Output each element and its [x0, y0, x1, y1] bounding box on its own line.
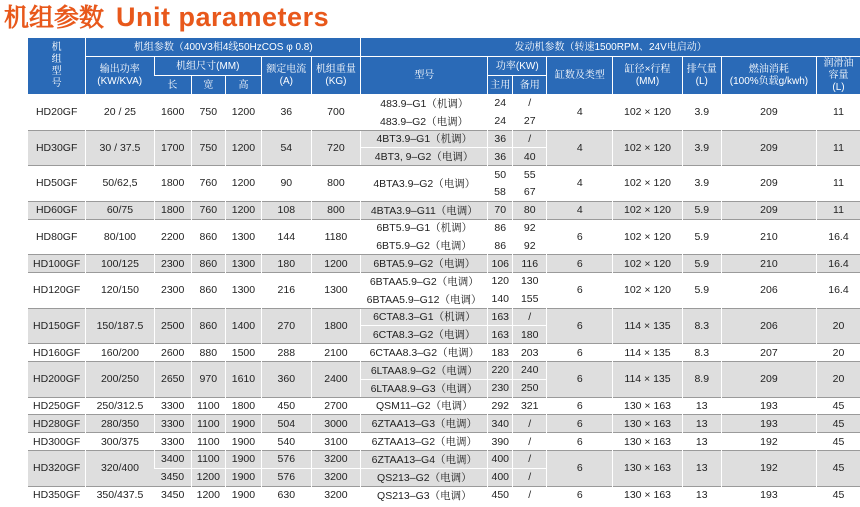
cell-oil: 20: [816, 344, 860, 362]
cell-fuel: 207: [721, 344, 816, 362]
cell-displacement: 5.9: [682, 272, 721, 308]
header-bore-stroke: 缸径×行程 (MM): [613, 57, 682, 95]
cell-output: 250/312.5: [86, 397, 154, 415]
cell-current: 144: [262, 219, 312, 255]
cell-bore-stroke: 130 × 163: [613, 415, 682, 433]
cell-oil: 45: [816, 433, 860, 451]
cell-cylinders: 6: [547, 255, 613, 273]
header-cylinders: 缸数及类型: [547, 57, 613, 95]
cell-cylinders: 6: [547, 344, 613, 362]
cell-power-standby: 55: [513, 166, 547, 184]
table-row: [28, 272, 860, 290]
cell-engine-model: 6LTAA8.9–G2（电调）: [361, 361, 488, 379]
cell-bore-stroke: 114 × 135: [613, 344, 682, 362]
cell-weight: 720: [311, 130, 361, 166]
cell-power-standby: /: [513, 486, 547, 504]
cell-current: 54: [262, 130, 312, 166]
table-row: [28, 344, 860, 362]
cell-power-main: 70: [488, 201, 513, 219]
cell-engine-model: 6CTA8.3–G2（电调）: [361, 326, 488, 344]
header-fuel: 燃油消耗 (100%负载g/kwh): [721, 57, 816, 95]
cell-width: 1100: [191, 450, 225, 468]
cell-power-standby: 67: [513, 183, 547, 201]
cell-height: 1900: [225, 450, 261, 468]
cell-cylinders: 4: [547, 130, 613, 166]
cell-model: HD120GF: [28, 272, 86, 308]
cell-power-main: 400: [488, 450, 513, 468]
cell-cylinders: 6: [547, 486, 613, 504]
cell-weight: 800: [311, 166, 361, 202]
cell-displacement: 8.3: [682, 344, 721, 362]
cell-displacement: 8.3: [682, 308, 721, 344]
cell-cylinders: 6: [547, 308, 613, 344]
cell-fuel: 193: [721, 397, 816, 415]
header-height: 高: [225, 76, 261, 95]
cell-length: 2300: [154, 272, 191, 308]
cell-length: 1600: [154, 95, 191, 131]
cell-height: 1200: [225, 201, 261, 219]
cell-power-standby: 240: [513, 361, 547, 379]
cell-length: 2200: [154, 219, 191, 255]
cell-cylinders: 6: [547, 415, 613, 433]
header-engine-model: 型号: [361, 57, 488, 95]
cell-current: 108: [262, 201, 312, 219]
cell-power-main: 292: [488, 397, 513, 415]
cell-cylinders: 6: [547, 361, 613, 397]
cell-oil: 11: [816, 201, 860, 219]
cell-model: HD280GF: [28, 415, 86, 433]
page-title: [4, 0, 329, 34]
cell-length: 1800: [154, 166, 191, 202]
cell-power-standby: /: [513, 450, 547, 468]
cell-current: 180: [262, 255, 312, 273]
cell-model: HD150GF: [28, 308, 86, 344]
cell-model: HD50GF: [28, 166, 86, 202]
cell-model: HD320GF: [28, 450, 86, 486]
cell-fuel: 206: [721, 272, 816, 308]
cell-weight: 1300: [311, 272, 361, 308]
header-unit-params: 机组参数（400V3相4线50HzCOS φ 0.8): [86, 38, 361, 57]
cell-power-standby: 203: [513, 344, 547, 362]
cell-weight: 2700: [311, 397, 361, 415]
cell-oil: 45: [816, 486, 860, 504]
header-standby: 备用: [513, 76, 547, 95]
cell-engine-model: 4BT3, 9–G2（电调）: [361, 148, 488, 166]
cell-bore-stroke: 102 × 120: [613, 95, 682, 131]
cell-power-standby: /: [513, 433, 547, 451]
cell-output: 50/62,5: [86, 166, 154, 202]
cell-height: 1200: [225, 130, 261, 166]
cell-power-standby: /: [513, 308, 547, 326]
cell-width: 1200: [191, 486, 225, 504]
title-cn: 机组参数: [4, 3, 105, 32]
cell-fuel: 210: [721, 219, 816, 255]
cell-displacement: 13: [682, 486, 721, 504]
cell-weight: 1800: [311, 308, 361, 344]
cell-fuel: 209: [721, 361, 816, 397]
cell-power-main: 163: [488, 326, 513, 344]
unit-parameters-table: [28, 38, 860, 504]
cell-model: HD80GF: [28, 219, 86, 255]
cell-oil: 16.4: [816, 255, 860, 273]
cell-width: 880: [191, 344, 225, 362]
table-row: [28, 255, 860, 273]
table-row: [28, 201, 860, 219]
cell-bore-stroke: 102 × 120: [613, 130, 682, 166]
cell-power-standby: 130: [513, 272, 547, 290]
table-row: [28, 308, 860, 326]
cell-length: 1700: [154, 130, 191, 166]
cell-weight: 2400: [311, 361, 361, 397]
cell-model: HD350GF: [28, 486, 86, 504]
cell-displacement: 5.9: [682, 255, 721, 273]
cell-fuel: 192: [721, 433, 816, 451]
cell-power-main: 86: [488, 219, 513, 237]
cell-fuel: 206: [721, 308, 816, 344]
cell-power-standby: 80: [513, 201, 547, 219]
cell-power-standby: 92: [513, 237, 547, 255]
cell-length: 3450: [154, 468, 191, 486]
cell-power-main: 106: [488, 255, 513, 273]
cell-height: 1900: [225, 415, 261, 433]
cell-power-main: 230: [488, 379, 513, 397]
cell-oil: 11: [816, 166, 860, 202]
cell-output: 350/437.5: [86, 486, 154, 504]
cell-fuel: 193: [721, 486, 816, 504]
cell-weight: 3000: [311, 415, 361, 433]
cell-power-standby: /: [513, 468, 547, 486]
cell-weight: 3200: [311, 450, 361, 468]
cell-model: HD300GF: [28, 433, 86, 451]
table-body: [28, 95, 860, 504]
cell-output: 160/200: [86, 344, 154, 362]
cell-output: 100/125: [86, 255, 154, 273]
cell-engine-model: 6BT5.9–G2（电调）: [361, 237, 488, 255]
cell-model: HD60GF: [28, 201, 86, 219]
cell-current: 540: [262, 433, 312, 451]
cell-displacement: 13: [682, 415, 721, 433]
cell-power-main: 50: [488, 166, 513, 184]
cell-cylinders: 4: [547, 95, 613, 131]
cell-power-main: 36: [488, 130, 513, 148]
header-engine-params: 发动机参数（转速1500RPM、24V电启动）: [361, 38, 860, 57]
cell-length: 2600: [154, 344, 191, 362]
cell-power-standby: /: [513, 130, 547, 148]
cell-height: 1300: [225, 272, 261, 308]
header-dimensions: 机组尺寸(MM): [154, 57, 261, 76]
cell-power-standby: 155: [513, 290, 547, 308]
cell-length: 3400: [154, 450, 191, 468]
cell-engine-model: 4BT3.9–G1（机调）: [361, 130, 488, 148]
cell-height: 1900: [225, 468, 261, 486]
cell-displacement: 13: [682, 433, 721, 451]
header-current: 额定电流 (A): [262, 57, 312, 95]
cell-weight: 3100: [311, 433, 361, 451]
cell-width: 860: [191, 308, 225, 344]
cell-output: 280/350: [86, 415, 154, 433]
cell-power-standby: 250: [513, 379, 547, 397]
cell-current: 288: [262, 344, 312, 362]
cell-length: 2650: [154, 361, 191, 397]
header-oil: 润滑油 容量 (L): [816, 57, 860, 95]
cell-engine-model: 6BTAA5.9–G12（电调）: [361, 290, 488, 308]
cell-engine-model: 6CTA8.3–G1（机调）: [361, 308, 488, 326]
cell-displacement: 5.9: [682, 219, 721, 255]
cell-length: 2500: [154, 308, 191, 344]
cell-width: 970: [191, 361, 225, 397]
cell-output: 120/150: [86, 272, 154, 308]
cell-fuel: 192: [721, 450, 816, 486]
cell-fuel: 193: [721, 415, 816, 433]
cell-width: 1100: [191, 397, 225, 415]
table-row: [28, 486, 860, 504]
cell-fuel: 209: [721, 95, 816, 131]
cell-width: 860: [191, 255, 225, 273]
cell-height: 1400: [225, 308, 261, 344]
cell-oil: 45: [816, 415, 860, 433]
cell-power-standby: 27: [513, 112, 547, 130]
cell-power-main: 24: [488, 95, 513, 113]
cell-model: HD200GF: [28, 361, 86, 397]
cell-power-main: 400: [488, 468, 513, 486]
cell-output: 200/250: [86, 361, 154, 397]
cell-engine-model: 6CTAA8.3–G2（电调）: [361, 344, 488, 362]
table-row: [28, 433, 860, 451]
cell-model: HD30GF: [28, 130, 86, 166]
cell-output: 320/400: [86, 450, 154, 486]
cell-power-standby: 116: [513, 255, 547, 273]
cell-height: 1200: [225, 95, 261, 131]
table-row: [28, 415, 860, 433]
cell-displacement: 13: [682, 450, 721, 486]
cell-current: 450: [262, 397, 312, 415]
cell-weight: 800: [311, 201, 361, 219]
cell-current: 36: [262, 95, 312, 131]
cell-output: 80/100: [86, 219, 154, 255]
cell-height: 1300: [225, 219, 261, 255]
cell-oil: 16.4: [816, 272, 860, 308]
cell-cylinders: 4: [547, 201, 613, 219]
cell-power-main: 220: [488, 361, 513, 379]
table-row: [28, 166, 860, 184]
cell-length: 3450: [154, 486, 191, 504]
cell-height: 1200: [225, 166, 261, 202]
cell-fuel: 209: [721, 166, 816, 202]
cell-current: 576: [262, 468, 312, 486]
cell-bore-stroke: 102 × 120: [613, 272, 682, 308]
cell-width: 1100: [191, 433, 225, 451]
header-displacement: 排气量 (L): [682, 57, 721, 95]
cell-bore-stroke: 102 × 120: [613, 255, 682, 273]
cell-model: HD100GF: [28, 255, 86, 273]
cell-bore-stroke: 102 × 120: [613, 201, 682, 219]
cell-current: 270: [262, 308, 312, 344]
cell-output: 30 / 37.5: [86, 130, 154, 166]
cell-displacement: 8.9: [682, 361, 721, 397]
cell-width: 1200: [191, 468, 225, 486]
cell-output: 300/375: [86, 433, 154, 451]
cell-current: 90: [262, 166, 312, 202]
cell-power-main: 140: [488, 290, 513, 308]
cell-height: 1300: [225, 255, 261, 273]
cell-current: 216: [262, 272, 312, 308]
cell-cylinders: 6: [547, 272, 613, 308]
cell-engine-model: 6BT5.9–G1（机调）: [361, 219, 488, 237]
cell-fuel: 209: [721, 201, 816, 219]
header-main: 主用: [488, 76, 513, 95]
cell-bore-stroke: 102 × 120: [613, 166, 682, 202]
cell-engine-model: 6ZTAA13–G3（电调）: [361, 415, 488, 433]
cell-cylinders: 4: [547, 166, 613, 202]
table-row: [28, 95, 860, 113]
header-length: 长: [154, 76, 191, 95]
cell-engine-model: 6ZTAA13–G4（电调）: [361, 450, 488, 468]
cell-length: 3300: [154, 397, 191, 415]
cell-output: 20 / 25: [86, 95, 154, 131]
cell-displacement: 3.9: [682, 95, 721, 131]
cell-engine-model: 483.9–G2（电调）: [361, 112, 488, 130]
cell-power-main: 86: [488, 237, 513, 255]
cell-power-main: 58: [488, 183, 513, 201]
cell-fuel: 210: [721, 255, 816, 273]
cell-model: HD20GF: [28, 95, 86, 131]
cell-current: 360: [262, 361, 312, 397]
cell-power-standby: 40: [513, 148, 547, 166]
cell-width: 860: [191, 272, 225, 308]
cell-width: 760: [191, 166, 225, 202]
cell-weight: 1200: [311, 255, 361, 273]
cell-width: 1100: [191, 415, 225, 433]
cell-height: 1500: [225, 344, 261, 362]
table-row: [28, 397, 860, 415]
cell-width: 760: [191, 201, 225, 219]
cell-current: 630: [262, 486, 312, 504]
cell-weight: 3200: [311, 486, 361, 504]
cell-power-standby: 321: [513, 397, 547, 415]
cell-engine-model: QS213–G2（电调）: [361, 468, 488, 486]
cell-oil: 11: [816, 95, 860, 131]
cell-power-main: 120: [488, 272, 513, 290]
cell-model: HD250GF: [28, 397, 86, 415]
table-row: [28, 450, 860, 468]
cell-engine-model: 6LTAA8.9–G3（电调）: [361, 379, 488, 397]
cell-power-standby: 92: [513, 219, 547, 237]
cell-weight: 2100: [311, 344, 361, 362]
cell-engine-model: 4BTA3.9–G11（电调）: [361, 201, 488, 219]
cell-weight: 3200: [311, 468, 361, 486]
cell-engine-model: QSM11–G2（电调）: [361, 397, 488, 415]
cell-cylinders: 6: [547, 433, 613, 451]
cell-power-standby: /: [513, 95, 547, 113]
cell-width: 860: [191, 219, 225, 255]
cell-bore-stroke: 130 × 163: [613, 486, 682, 504]
cell-output: 150/187.5: [86, 308, 154, 344]
cell-engine-model: QS213–G3（电调）: [361, 486, 488, 504]
cell-power-main: 24: [488, 112, 513, 130]
table-row: [28, 219, 860, 237]
cell-length: 3300: [154, 433, 191, 451]
cell-bore-stroke: 130 × 163: [613, 450, 682, 486]
cell-displacement: 3.9: [682, 166, 721, 202]
header-output: 输出功率 (KW/KVA): [86, 57, 154, 95]
header-model: 机 组 型 号: [28, 38, 86, 95]
cell-height: 1900: [225, 486, 261, 504]
cell-engine-model: 483.9–G1（机调）: [361, 95, 488, 113]
cell-power-main: 183: [488, 344, 513, 362]
cell-oil: 11: [816, 130, 860, 166]
cell-oil: 16.4: [816, 219, 860, 255]
cell-displacement: 3.9: [682, 130, 721, 166]
cell-power-main: 390: [488, 433, 513, 451]
cell-oil: 45: [816, 450, 860, 486]
cell-power-main: 450: [488, 486, 513, 504]
cell-power-main: 340: [488, 415, 513, 433]
cell-bore-stroke: 114 × 135: [613, 361, 682, 397]
cell-length: 2300: [154, 255, 191, 273]
header-weight: 机组重量 (KG): [311, 57, 361, 95]
cell-displacement: 13: [682, 397, 721, 415]
cell-power-main: 163: [488, 308, 513, 326]
cell-power-standby: /: [513, 415, 547, 433]
table-row: [28, 361, 860, 379]
cell-power-main: 36: [488, 148, 513, 166]
cell-cylinders: 6: [547, 397, 613, 415]
cell-weight: 700: [311, 95, 361, 131]
cell-oil: 20: [816, 308, 860, 344]
table-row: [28, 130, 860, 148]
cell-engine-model: 6ZTAA13–G2（电调）: [361, 433, 488, 451]
cell-width: 750: [191, 95, 225, 131]
cell-engine-model: 6BTA5.9–G2（电调）: [361, 255, 488, 273]
cell-output: 60/75: [86, 201, 154, 219]
cell-oil: 45: [816, 397, 860, 415]
cell-engine-model: 4BTA3.9–G2（电调）: [361, 166, 488, 202]
header-width: 宽: [191, 76, 225, 95]
cell-power-standby: 180: [513, 326, 547, 344]
cell-height: 1800: [225, 397, 261, 415]
cell-displacement: 5.9: [682, 201, 721, 219]
cell-current: 576: [262, 450, 312, 468]
cell-fuel: 209: [721, 130, 816, 166]
cell-model: HD160GF: [28, 344, 86, 362]
cell-bore-stroke: 102 × 120: [613, 219, 682, 255]
cell-engine-model: 6BTAA5.9–G2（电调）: [361, 272, 488, 290]
title-en: Unit parameters: [116, 2, 330, 32]
cell-oil: 20: [816, 361, 860, 397]
cell-bore-stroke: 114 × 135: [613, 308, 682, 344]
cell-length: 1800: [154, 201, 191, 219]
cell-cylinders: 6: [547, 450, 613, 486]
cell-bore-stroke: 130 × 163: [613, 433, 682, 451]
cell-bore-stroke: 130 × 163: [613, 397, 682, 415]
header-power: 功率(KW): [488, 57, 547, 76]
cell-cylinders: 6: [547, 219, 613, 255]
cell-weight: 1180: [311, 219, 361, 255]
cell-current: 504: [262, 415, 312, 433]
cell-height: 1900: [225, 433, 261, 451]
cell-length: 3300: [154, 415, 191, 433]
cell-width: 750: [191, 130, 225, 166]
cell-height: 1610: [225, 361, 261, 397]
